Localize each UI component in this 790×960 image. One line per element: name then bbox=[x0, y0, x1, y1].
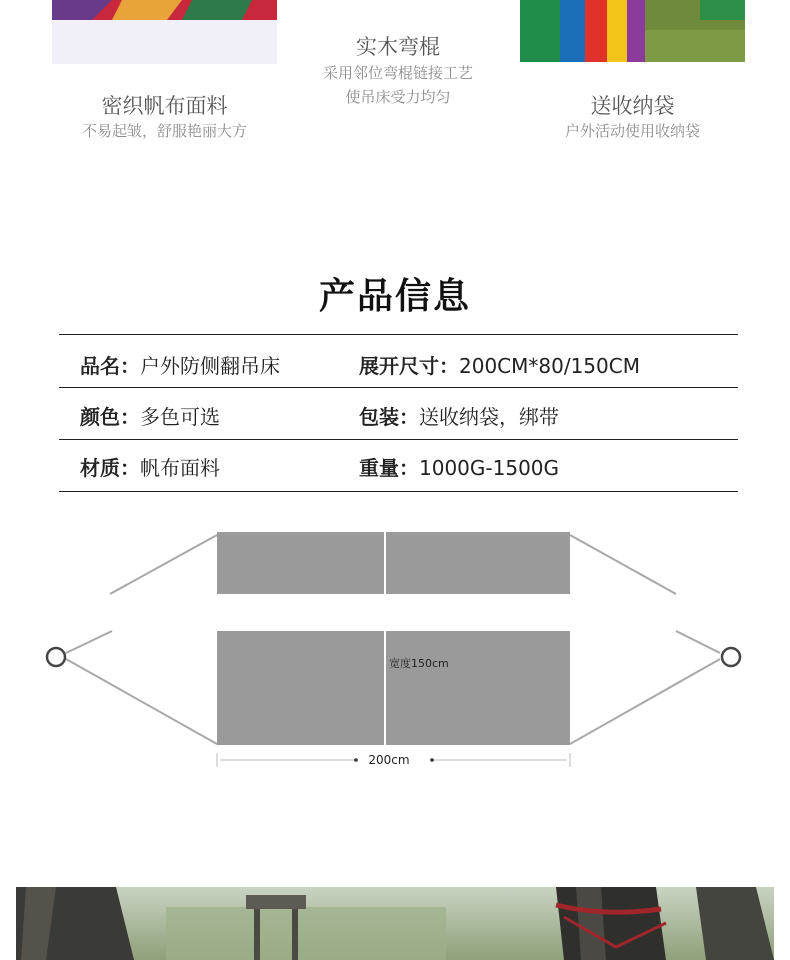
spec-value: 户外防侧翻吊床 bbox=[140, 354, 280, 378]
feature-desc-fabric: 不易起皱，舒服艳丽大方 bbox=[81, 122, 247, 140]
spec-value: 多色可选 bbox=[140, 405, 220, 429]
feature-desc-storage-bag: 户外活动使用收纳袋 bbox=[564, 122, 700, 140]
feature-title-wood-stick: 实木弯棍 bbox=[356, 35, 440, 59]
spec-name: 品名：户外防侧翻吊床 bbox=[80, 354, 280, 378]
spec-weight: 重量：1000G-1500G bbox=[359, 456, 560, 480]
spec-value: 帆布面料 bbox=[140, 456, 220, 480]
width-label: 宽度150cm bbox=[389, 657, 449, 670]
fabric-top-left bbox=[217, 631, 384, 745]
ring-right-icon bbox=[722, 648, 740, 666]
spec-value: 送收纳袋，绑带 bbox=[419, 405, 559, 429]
spec-value: 1000G-1500G bbox=[419, 456, 560, 480]
rope-lower-right-b bbox=[570, 659, 720, 744]
length-label: 200cm bbox=[368, 753, 410, 767]
rope-upper-left bbox=[110, 535, 217, 594]
feature-photo-storage-bag bbox=[520, 0, 745, 62]
feature-photo-wood-stick bbox=[286, 0, 510, 5]
dim-dot-left bbox=[354, 758, 358, 762]
spec-size: 展开尺寸：200CM*80/150CM bbox=[359, 354, 640, 378]
spec-label: 包装 bbox=[359, 405, 399, 429]
rope-upper-right bbox=[570, 535, 676, 594]
feature-title-fabric: 密织帆布面料 bbox=[101, 94, 228, 118]
feature-photo-fabric bbox=[52, 0, 277, 64]
spec-value: 200CM*80/150CM bbox=[459, 354, 640, 378]
spec-label: 重量 bbox=[359, 456, 399, 480]
product-info-heading: 产品信息 bbox=[318, 276, 471, 317]
spec-label: 品名 bbox=[80, 354, 120, 378]
hammock-dimension-diagram bbox=[0, 515, 790, 780]
spec-label: 展开尺寸 bbox=[359, 354, 439, 378]
rope-lower-left-a bbox=[66, 631, 112, 653]
spec-package: 包装：送收纳袋，绑带 bbox=[359, 405, 559, 429]
table-rule-bottom bbox=[59, 491, 738, 492]
outdoor-hammock-photo bbox=[16, 887, 774, 960]
feature-title-storage-bag: 送收纳袋 bbox=[590, 94, 675, 118]
table-rule-top bbox=[59, 334, 738, 335]
feature-desc-wood-stick-line2: 使吊床受力均匀 bbox=[345, 88, 451, 106]
fabric-top-right bbox=[386, 631, 570, 745]
spec-label: 颜色 bbox=[80, 405, 120, 429]
table-rule-2 bbox=[59, 439, 738, 440]
table-rule-1 bbox=[59, 387, 738, 388]
ring-left-icon bbox=[47, 648, 65, 666]
rope-lower-left-b bbox=[66, 659, 217, 744]
dim-dot-right bbox=[430, 758, 434, 762]
spec-label: 材质 bbox=[80, 456, 120, 480]
fabric-side-right bbox=[386, 532, 570, 594]
spec-color: 颜色：多色可选 bbox=[80, 405, 220, 429]
rope-lower-right-a bbox=[676, 631, 720, 653]
fabric-side-left bbox=[217, 532, 384, 594]
spec-material: 材质：帆布面料 bbox=[80, 456, 220, 480]
feature-desc-wood-stick-line1: 采用邻位弯棍链接工艺 bbox=[322, 64, 473, 82]
